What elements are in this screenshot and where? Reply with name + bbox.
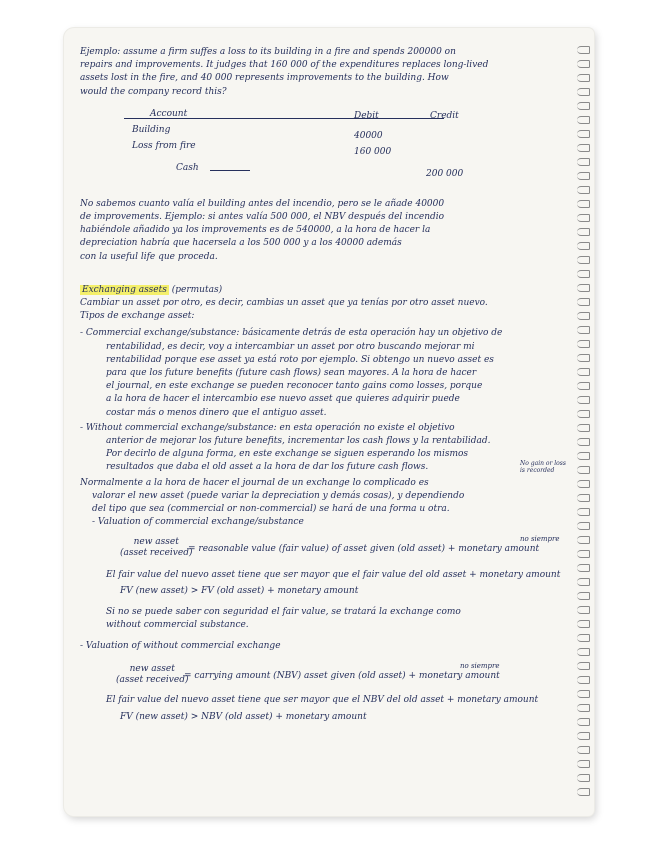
fair-value-line: El fair value del nuevo asset tiene que ser mayor que el fair value del old asset + monetary amount bbox=[106, 570, 561, 581]
commercial-line: rentabilidad porque ese asset ya está roto por ejemplo. Si obtengo un nuevo asset es bbox=[106, 354, 494, 365]
formula-lhs-bottom: (asset received) bbox=[116, 674, 189, 685]
spiral-ring bbox=[577, 284, 590, 292]
spiral-ring bbox=[577, 410, 590, 418]
spiral-ring bbox=[577, 732, 590, 740]
spiral-ring bbox=[577, 144, 590, 152]
spiral-ring bbox=[577, 228, 590, 236]
example-paragraph bbox=[80, 46, 574, 99]
spiral-ring bbox=[577, 130, 590, 138]
spiral-ring bbox=[577, 774, 590, 782]
section-title-highlighted: Exchanging assets bbox=[82, 284, 167, 295]
header-debit: Debit bbox=[354, 110, 379, 121]
spiral-ring bbox=[577, 746, 590, 754]
spiral-binding bbox=[576, 46, 590, 808]
handwritten-notes bbox=[80, 46, 574, 724]
spiral-ring bbox=[577, 718, 590, 726]
fair-value-unknown-line: without commercial substance. bbox=[106, 620, 249, 631]
normally-line: Normalmente a la hora de hacer el journal de un exchange lo complicado es bbox=[80, 477, 429, 488]
explanation-line: habiéndole añadido ya los improvements es de 540000, a la hora de hacer la bbox=[80, 225, 431, 236]
commercial-line: rentabilidad, es decir, voy a intercambiar un asset por otro buscando mejorar mi bbox=[106, 341, 475, 352]
without-paragraph bbox=[80, 422, 574, 475]
header-credit: Credit bbox=[430, 110, 459, 121]
fair-value-unknown-line: Si no se puede saber con seguridad el fair value, se tratará la exchange como bbox=[106, 606, 461, 617]
spiral-ring bbox=[577, 102, 590, 110]
spiral-ring bbox=[577, 396, 590, 404]
spiral-ring bbox=[577, 704, 590, 712]
nbv-formula: FV (new asset) > NBV (old asset) + monetary amount bbox=[120, 711, 367, 722]
spiral-ring bbox=[577, 74, 590, 82]
spiral-ring bbox=[577, 270, 590, 278]
row-account: Loss from fire bbox=[132, 140, 196, 151]
example-line: repairs and improvements. It judges that 160 000 of the expenditures replaces long-lived bbox=[80, 60, 489, 71]
spiral-ring bbox=[577, 186, 590, 194]
formula-rhs: = carrying amount (NBV) asset given (old asset) + monetary amount bbox=[184, 670, 500, 681]
spiral-ring bbox=[577, 382, 590, 390]
spiral-ring bbox=[577, 116, 590, 124]
spiral-ring bbox=[577, 256, 590, 264]
commercial-line: a la hora de hacer el intercambio ese nuevo asset que quieres adquirir puede bbox=[106, 394, 460, 405]
spiral-ring bbox=[577, 158, 590, 166]
spiral-ring bbox=[577, 368, 590, 376]
notebook-page bbox=[64, 28, 594, 816]
normally-paragraph bbox=[80, 477, 574, 517]
spiral-ring bbox=[577, 578, 590, 586]
explanation-line: depreciation habría que hacersela a los 500 000 y a los 40000 además bbox=[80, 238, 402, 249]
example-line: would the company record this? bbox=[80, 86, 227, 97]
explanation-line: de improvements. Ejemplo: si antes valía 500 000, el NBV después del incendio bbox=[80, 212, 445, 223]
explanation-line: con la useful life que proceda. bbox=[80, 251, 218, 262]
spiral-ring bbox=[577, 550, 590, 558]
formula-note: no siempre bbox=[460, 661, 500, 670]
header-account: Account bbox=[150, 108, 188, 119]
spiral-ring bbox=[577, 466, 590, 474]
row-credit: 200 000 bbox=[426, 168, 464, 179]
example-line: Ejemplo: assume a firm suffes a loss to its building in a fire and spends 200000 on bbox=[80, 47, 456, 57]
spiral-ring bbox=[577, 690, 590, 698]
row-debit: 160 000 bbox=[354, 146, 392, 157]
formula-lhs bbox=[116, 664, 188, 686]
commercial-paragraph bbox=[80, 327, 574, 419]
valuation-without-title: - Valuation of without commercial exchange bbox=[80, 641, 281, 652]
commercial-line: costar más o menos dinero que el antiguo asset. bbox=[106, 407, 327, 418]
nbv-line: El fair value del nuevo asset tiene que ser mayor que el NBV del old asset + monetary amount bbox=[106, 694, 539, 705]
row-account: Cash bbox=[176, 162, 199, 173]
spiral-ring bbox=[577, 760, 590, 768]
margin-note: No gain or loss is recorded bbox=[520, 459, 566, 474]
formula-lhs-top: new asset bbox=[133, 537, 179, 548]
cash-dash bbox=[210, 170, 250, 171]
spiral-ring bbox=[577, 60, 590, 68]
formula-rhs: = reasonable value (fair value) of asset given (old asset) + monetary amount bbox=[188, 544, 540, 555]
spiral-ring bbox=[577, 634, 590, 642]
section-title-suffix: (permutas) bbox=[168, 284, 223, 295]
spiral-ring bbox=[577, 788, 590, 796]
journal-entry-table bbox=[80, 108, 574, 188]
formula-lhs bbox=[120, 537, 192, 559]
row-account: Building bbox=[132, 124, 171, 135]
formula-lhs-bottom: (asset received) bbox=[120, 548, 193, 559]
without-line: Por decirlo de alguna forma, en este exchange se siguen esperando los mismos bbox=[106, 449, 469, 460]
commercial-line: - Commercial exchange/substance: básicamente detrás de esta operación hay un objetivo de bbox=[80, 328, 503, 339]
formula-commercial bbox=[80, 537, 574, 563]
spiral-ring bbox=[577, 200, 590, 208]
explanation-paragraph bbox=[80, 198, 574, 264]
spiral-ring bbox=[577, 592, 590, 600]
spiral-ring bbox=[577, 438, 590, 446]
spiral-ring bbox=[577, 214, 590, 222]
spiral-ring bbox=[577, 606, 590, 614]
spiral-ring bbox=[577, 242, 590, 250]
without-line: anterior de mejorar los future benefits, incrementar los cash flows y la rentabilidad. bbox=[106, 436, 491, 447]
valuation-commercial-title: - Valuation of commercial exchange/substance bbox=[92, 517, 304, 528]
commercial-line: para que los future benefits (future cash flows) sean mayores. A la hora de hacer bbox=[106, 368, 477, 379]
spiral-ring bbox=[577, 312, 590, 320]
intro-line: Tipos de exchange asset: bbox=[80, 311, 195, 322]
spiral-ring bbox=[577, 340, 590, 348]
spiral-ring bbox=[577, 620, 590, 628]
spiral-ring bbox=[577, 648, 590, 656]
without-line: resultados que daba el old asset a la hora de dar los future cash flows. bbox=[106, 462, 429, 473]
spiral-ring bbox=[577, 326, 590, 334]
formula-note: no siempre bbox=[520, 535, 560, 544]
normally-line: del tipo que sea (commercial or non-commercial) se hará de una forma u otra. bbox=[92, 504, 450, 515]
spiral-ring bbox=[577, 508, 590, 516]
commercial-line: el journal, en este exchange se pueden reconocer tanto gains como losses, porque bbox=[106, 381, 483, 392]
spiral-ring bbox=[577, 564, 590, 572]
intro-line: Cambiar un asset por otro, es decir, cambias un asset que ya tenías por otro asset nuevo. bbox=[80, 298, 488, 309]
spiral-ring bbox=[577, 172, 590, 180]
spiral-ring bbox=[577, 676, 590, 684]
spiral-ring bbox=[577, 494, 590, 502]
explanation-line: No sabemos cuanto valía el building antes del incendio, pero se le añade 40000 bbox=[80, 198, 445, 209]
formula-without bbox=[80, 661, 574, 690]
fair-value-formula: FV (new asset) > FV (old asset) + monetary amount bbox=[120, 585, 359, 596]
spiral-ring bbox=[577, 354, 590, 362]
section-heading bbox=[80, 284, 574, 297]
example-line: assets lost in the fire, and 40 000 represents improvements to the building. How bbox=[80, 73, 449, 84]
spiral-ring bbox=[577, 424, 590, 432]
spiral-ring bbox=[577, 46, 590, 54]
header-underline bbox=[124, 118, 444, 119]
spiral-ring bbox=[577, 480, 590, 488]
row-debit: 40000 bbox=[354, 130, 383, 141]
spiral-ring bbox=[577, 522, 590, 530]
spiral-ring bbox=[577, 298, 590, 306]
formula-lhs-top: new asset bbox=[129, 663, 175, 674]
spiral-ring bbox=[577, 536, 590, 544]
spiral-ring bbox=[577, 662, 590, 670]
spiral-ring bbox=[577, 452, 590, 460]
normally-line: valorar el new asset (puede variar la depreciation y demás cosas), y dependiendo bbox=[92, 490, 465, 501]
without-line: - Without commercial exchange/substance: en esta operación no existe el objetivo bbox=[80, 422, 455, 433]
spiral-ring bbox=[577, 88, 590, 96]
